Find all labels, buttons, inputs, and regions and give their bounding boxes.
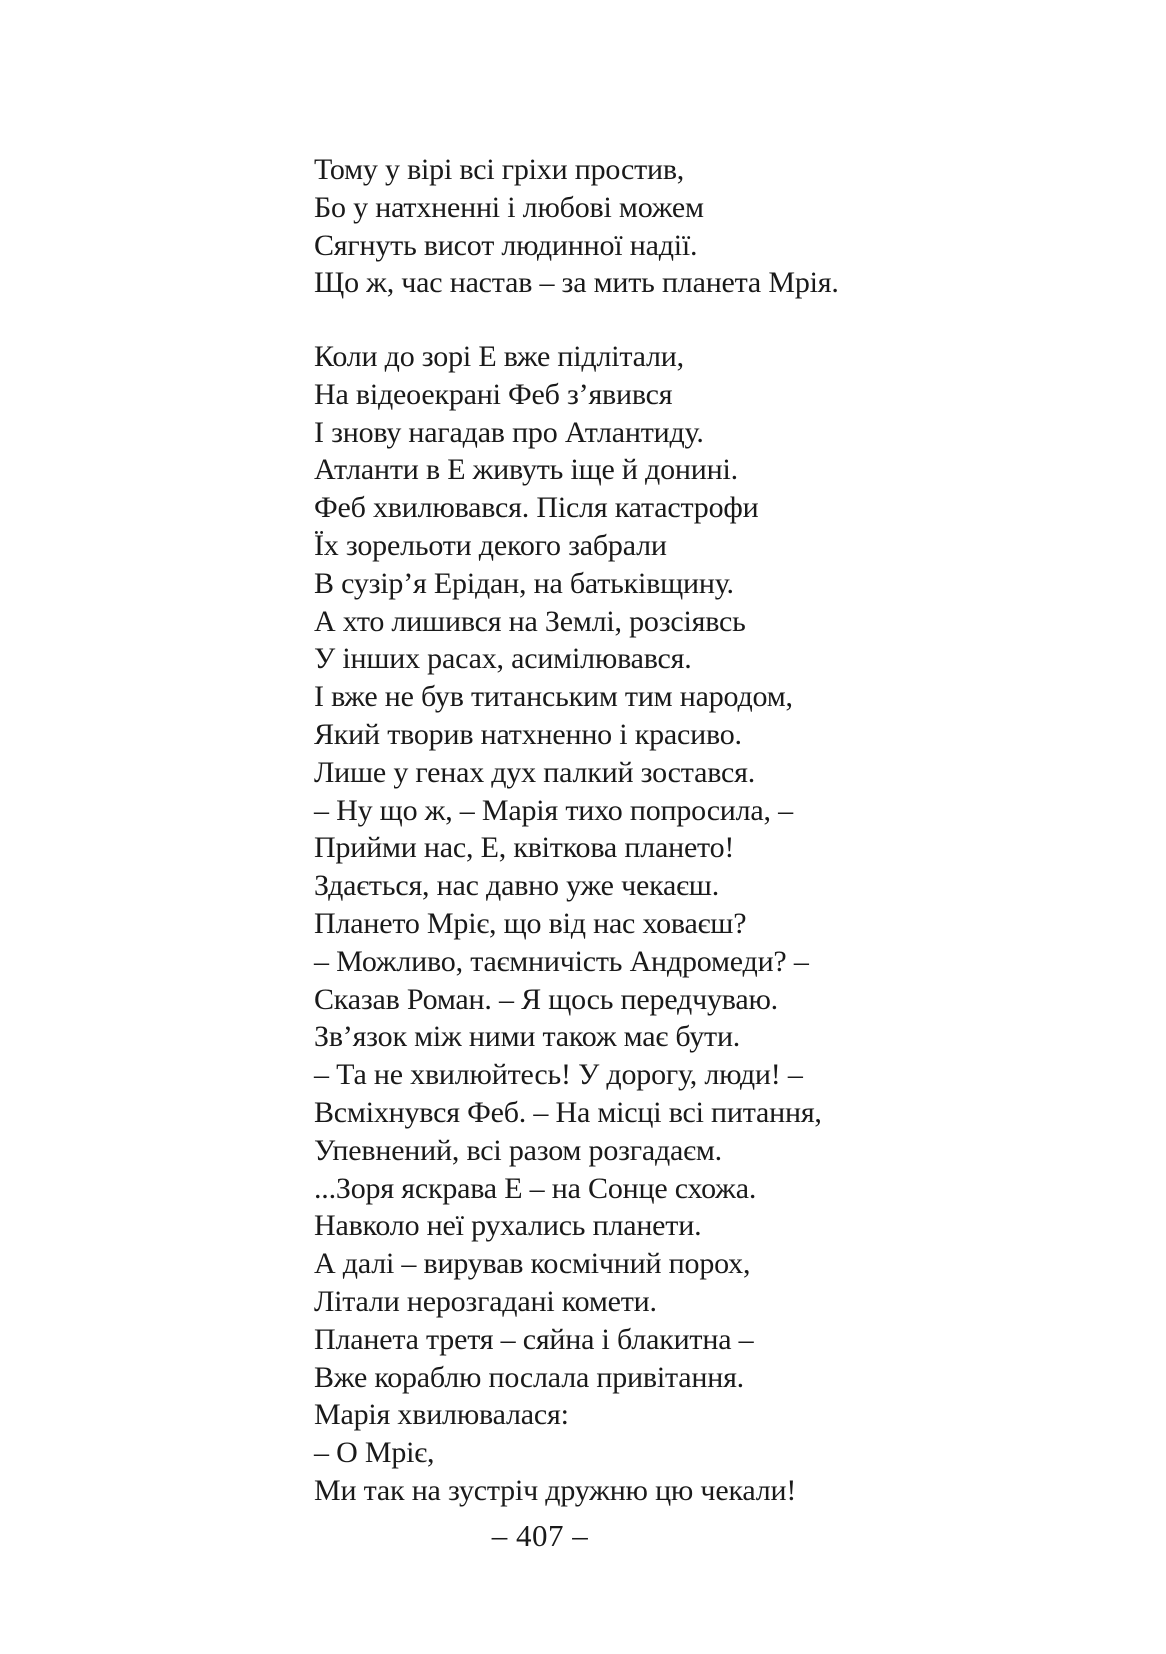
poem-line: Феб хвилювався. Після катастрофи [314,491,759,525]
poem-line: Плането Мріє, що від нас ховаєш? [314,906,747,940]
poem-line: Вже кораблю послала привітання. [314,1360,744,1394]
poem-line: А хто лишився на Землі, розсіявсь [314,604,746,638]
poem-line: Атланти в Е живуть іще й донині. [314,453,738,487]
poem-line: В сузір’я Ерідан, на батьківщину. [314,566,734,600]
poem-line: – Ну що ж, – Марія тихо попросила, – [314,793,793,827]
poem-line: – О Мріє, [314,1436,435,1470]
stanza-1 [314,151,839,302]
poem-line: На відеоекрані Феб з’явився [314,377,673,411]
poem-line: Літали нерозгадані комети. [314,1284,657,1318]
poem-line: Сказав Роман. – Я щось передчуваю. [314,982,778,1016]
stanza-2 [314,338,822,1510]
poem-line: Бо у натхненні і любові можем [314,190,704,224]
poem-line: І вже не був титанським тим народом, [314,680,793,714]
poem-line: Який творив натхненно і красиво. [314,717,742,751]
poem-line: Марія хвилювалася: [314,1398,569,1432]
poem-line: Зв’язок між ними також має бути. [314,1020,741,1054]
poem-line: Що ж, час настав – за мить планета Мрія. [314,266,839,300]
poem-line: Навколо неї рухались планети. [314,1209,702,1243]
poem-line: І знову нагадав про Атлантиду. [314,415,704,449]
poem-line: Лише у генах дух палкий зостався. [314,755,755,789]
poem-line: У інших расах, асимілювався. [314,642,692,676]
poem-line: ...Зоря яскрава Е – на Сонце схожа. [314,1171,757,1205]
poem-line: Коли до зорі Е вже підлітали, [314,340,684,373]
poem-line: Їх зорельоти декого забрали [314,528,667,562]
poem-line: Тому у вірі всі гріхи простив, [314,153,685,186]
poem-line: Ми так на зустріч дружню цю чекали! [314,1473,797,1507]
poem-line: Сягнуть висот людинної надії. [314,228,698,262]
poem-line: Здається, нас давно уже чекаєш. [314,869,719,903]
poem-line: Всміхнувся Феб. – На місці всі питання, [314,1095,822,1129]
poem-line: Планета третя – сяйна і блакитна – [314,1322,754,1356]
poem-line: Упевнений, всі разом розгадаєм. [314,1133,722,1167]
poem-line: – Та не хвилюйтесь! У дорогу, люди! – [314,1058,803,1092]
poem-line: А далі – вирував космічний порох, [314,1247,751,1281]
poem-line: – Можливо, таємничість Андромеди? – [314,944,809,978]
page-number: – 407 – [491,1518,589,1553]
poem-line: Прийми нас, Е, квіткова плането! [314,831,735,865]
